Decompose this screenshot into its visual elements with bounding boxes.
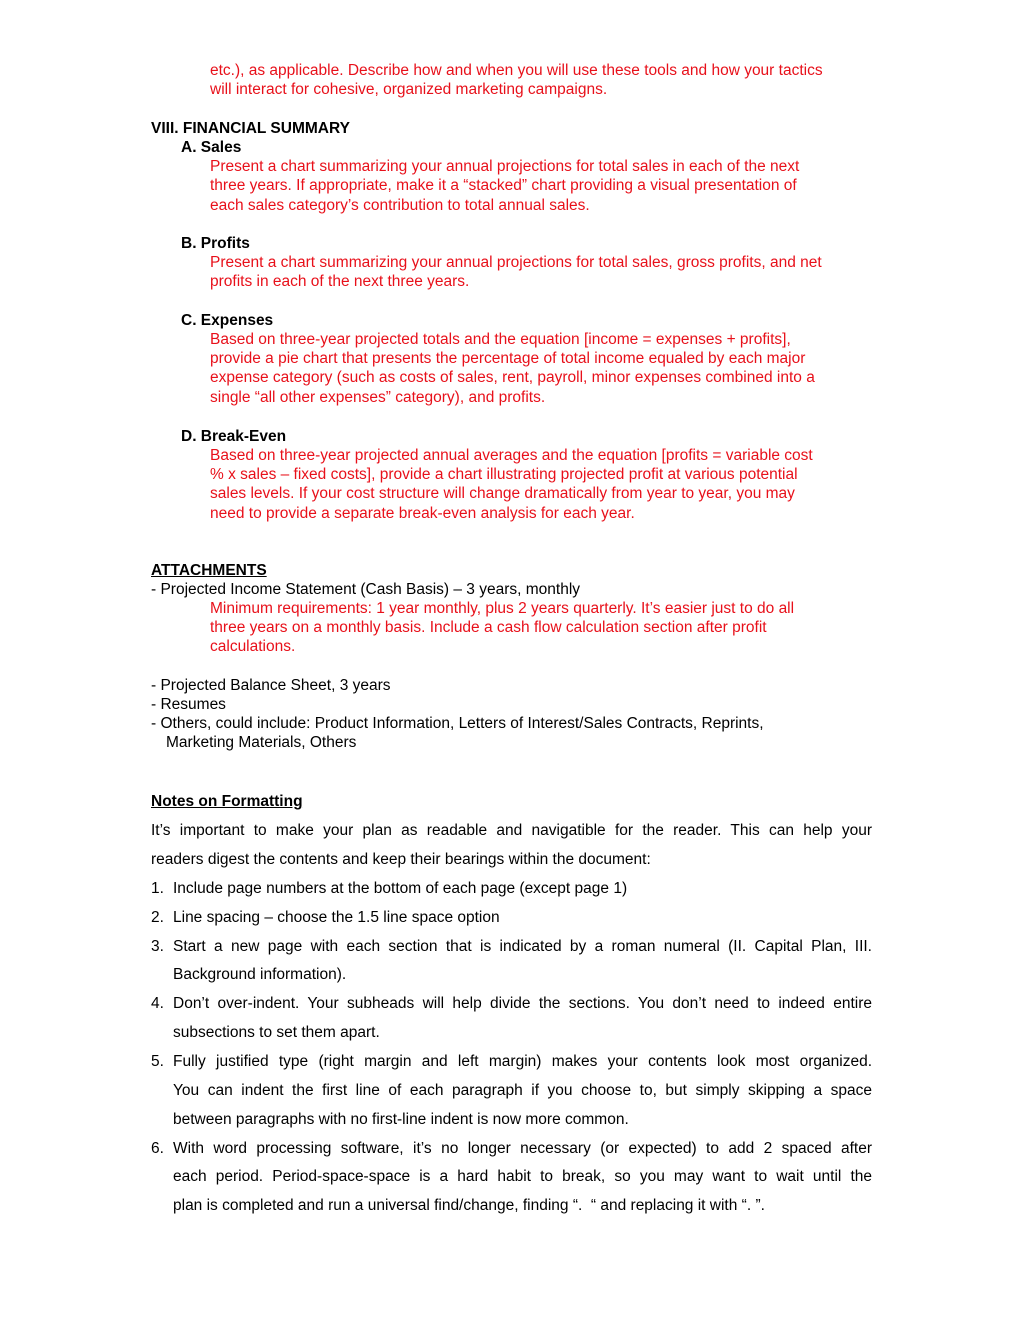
top-line: will interact for cohesive, organized marketing campaigns. — [210, 81, 608, 98]
attachment-item: Marketing Materials, Others — [166, 734, 357, 751]
attachment-item: - Projected Balance Sheet, 3 years — [151, 677, 391, 694]
list-item-line: You can indent the first line of each paragraph if you choose to, but simply skipping a space — [173, 1082, 872, 1099]
breakeven-line: sales levels. If your cost structure will change dramatically from year to year, you may — [210, 485, 795, 502]
list-item-line: plan is completed and run a universal find/change, finding “. “ and replacing it with “. ”. — [173, 1197, 765, 1214]
expenses-line: expense category (such as costs of sales, rent, payroll, minor expenses combined into a — [210, 369, 815, 386]
list-number: 3. — [151, 938, 164, 955]
subheading-sales: A. Sales — [181, 139, 242, 156]
list-item-line: Include page numbers at the bottom of each page (except page 1) — [173, 880, 628, 897]
top-line: etc.), as applicable. Describe how and when you will use these tools and how your tactics — [210, 62, 823, 79]
notes-intro-line: It’s important to make your plan as readable and navigatible for the reader. This can help your — [151, 822, 872, 839]
list-item-line: Line spacing – choose the 1.5 line space option — [173, 909, 500, 926]
subheading-breakeven: D. Break-Even — [181, 428, 287, 445]
list-item-line: With word processing software, it’s no longer necessary (or expected) to add 2 spaced after — [173, 1140, 872, 1157]
sales-line: Present a chart summarizing your annual projections for total sales in each of the next — [210, 158, 800, 175]
list-item-line: Background information). — [173, 966, 347, 983]
breakeven-line: Based on three-year projected annual averages and the equation [profits = variable cost — [210, 447, 813, 464]
list-number: 6. — [151, 1140, 164, 1157]
section-heading: VIII. FINANCIAL SUMMARY — [151, 120, 350, 137]
attachment-note-line: Minimum requirements: 1 year monthly, plus 2 years quarterly. It’s easier just to do all — [210, 600, 795, 617]
profits-line: Present a chart summarizing your annual projections for total sales, gross profits, and net — [210, 254, 822, 271]
list-number: 4. — [151, 995, 164, 1012]
sales-line: three years. If appropriate, make it a “stacked” chart providing a visual presentation of — [210, 177, 797, 194]
list-number: 5. — [151, 1053, 164, 1070]
subheading-expenses: C. Expenses — [181, 312, 274, 329]
attachment-item: - Others, could include: Product Information, Letters of Interest/Sales Contracts, Reprints, — [151, 715, 764, 732]
list-item-line: Don’t over-indent. Your subheads will help divide the sections. You don’t need to indeed entire — [173, 995, 872, 1012]
list-item-line: Start a new page with each section that is indicated by a roman numeral (II. Capital Plan, III. — [173, 938, 872, 955]
attachment-item: - Resumes — [151, 696, 226, 713]
attachment-note-line: calculations. — [210, 638, 296, 655]
breakeven-line: % x sales – fixed costs], provide a chart illustrating projected profit at various potential — [210, 466, 798, 483]
breakeven-line: need to provide a separate break-even analysis for each year. — [210, 505, 635, 522]
list-item-line: each period. Period-space-space is a hard habit to break, so you may want to wait until the — [173, 1168, 872, 1185]
list-item-line: subsections to set them apart. — [173, 1024, 380, 1041]
attachment-item: - Projected Income Statement (Cash Basis) – 3 years, monthly — [151, 581, 581, 598]
expenses-line: provide a pie chart that presents the percentage of total income equaled by each major — [210, 350, 806, 367]
list-number: 1. — [151, 880, 164, 897]
notes-intro-line: readers digest the contents and keep their bearings within the document: — [151, 851, 651, 868]
profits-line: profits in each of the next three years. — [210, 273, 470, 290]
list-number: 2. — [151, 909, 164, 926]
list-item-line: between paragraphs with no first-line indent is now more common. — [173, 1111, 629, 1128]
subheading-profits: B. Profits — [181, 235, 250, 252]
attachment-note-line: three years on a monthly basis. Include a cash flow calculation section after profit — [210, 619, 767, 636]
sales-line: each sales category’s contribution to total annual sales. — [210, 197, 590, 214]
attachments-heading: ATTACHMENTS — [151, 562, 267, 579]
expenses-line: Based on three-year projected totals and the equation [income = expenses + profits], — [210, 331, 791, 348]
notes-heading: Notes on Formatting — [151, 793, 303, 810]
list-item-line: Fully justified type (right margin and left margin) makes your contents look most organized. — [173, 1053, 872, 1070]
expenses-line: single “all other expenses” category), and profits. — [210, 389, 546, 406]
